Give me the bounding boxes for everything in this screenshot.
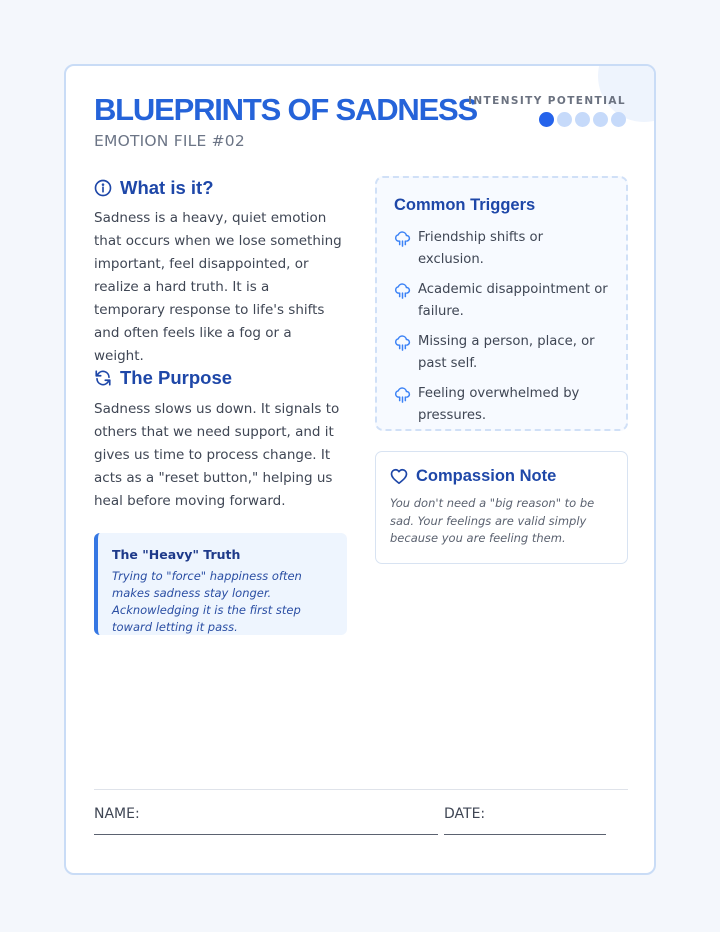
trigger-text: Friendship shifts or exclusion. <box>418 230 544 267</box>
trigger-text: Missing a person, place, or past self. <box>418 334 595 371</box>
rain-cloud-icon <box>394 231 411 247</box>
page-title: BLUEPRINTS OF SADNESS <box>94 92 478 127</box>
purpose-heading-text: The Purpose <box>120 367 233 388</box>
intensity-dot <box>539 112 554 127</box>
rain-cloud-icon <box>394 283 411 299</box>
info-icon <box>94 179 112 197</box>
trigger-item <box>394 331 610 374</box>
what-is-it-heading <box>94 177 214 199</box>
name-input-line[interactable] <box>94 834 438 835</box>
rain-cloud-icon <box>394 335 411 351</box>
refresh-icon <box>94 369 112 387</box>
purpose-text: Sadness slows us down. It signals to others that we need support, and it gives us time to process change. It acts as a "reset button," helping us heal before moving forward. <box>94 401 340 509</box>
triggers-heading: Common Triggers <box>394 196 536 214</box>
heart-icon <box>390 468 408 485</box>
intensity-dot <box>611 112 626 127</box>
triggers-list <box>394 227 610 426</box>
rain-cloud-icon <box>394 387 411 403</box>
intensity-dot <box>593 112 608 127</box>
compassion-heading <box>390 467 613 486</box>
what-is-it-text: Sadness is a heavy, quiet emotion that occurs when we lose something important, feel disappointed, or realize a hard truth. It is a temporary response to life's shifts and often feels like a fog or a weight. <box>94 210 342 364</box>
intensity-dot <box>557 112 572 127</box>
compassion-note-box <box>375 451 628 564</box>
intensity-label: INTENSITY POTENTIAL <box>468 95 626 107</box>
callout-title: The "Heavy" Truth <box>112 547 241 562</box>
heavy-truth-callout <box>94 533 347 635</box>
date-label: DATE: <box>444 806 486 822</box>
purpose-heading <box>94 367 232 389</box>
name-label: NAME: <box>94 806 140 822</box>
compassion-text: You don't need a "big reason" to be sad. Your feelings are valid simply because you are feeling them. <box>390 496 595 545</box>
trigger-item <box>394 227 610 270</box>
intensity-dot <box>575 112 590 127</box>
trigger-item <box>394 383 610 426</box>
trigger-item <box>394 279 610 322</box>
callout-text: Trying to "force" happiness often makes sadness stay longer. Acknowledging it is the first step toward letting it pass. <box>112 569 302 634</box>
emotion-file-card <box>64 64 656 875</box>
what-is-it-heading-text: What is it? <box>120 177 214 198</box>
common-triggers-box <box>375 176 628 431</box>
trigger-text: Academic disappointment or failure. <box>418 282 608 319</box>
trigger-text: Feeling overwhelmed by pressures. <box>418 386 580 423</box>
page-subtitle: EMOTION FILE #02 <box>94 132 245 150</box>
date-input-line[interactable] <box>444 834 606 835</box>
footer-divider <box>94 789 628 790</box>
compassion-heading-text: Compassion Note <box>416 467 557 485</box>
intensity-meter <box>539 112 626 127</box>
